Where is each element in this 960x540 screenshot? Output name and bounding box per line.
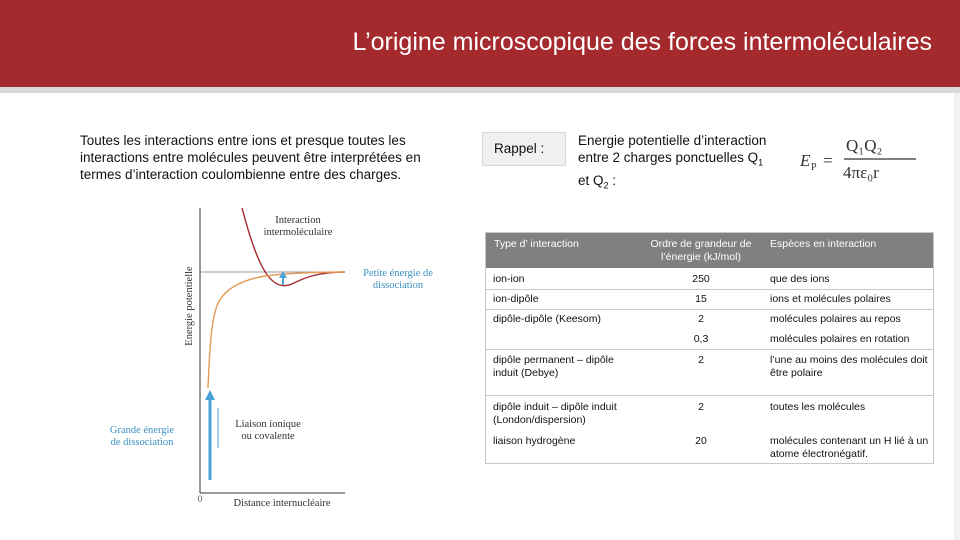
header-order: Ordre de grandeur de l’énergie (kJ/mol) — [650, 238, 752, 263]
formula-lhs-sub: P — [811, 162, 817, 173]
table-cell: 15 — [695, 293, 707, 305]
header-species: Espèces en interaction — [770, 238, 877, 250]
table-cell: ions et molécules polaires — [770, 293, 891, 305]
table-cell: molécules polaires au repos — [770, 313, 901, 325]
table-cell: 2 — [698, 401, 704, 413]
table-cell: 250 — [692, 273, 710, 285]
table-row: dipôle-dipôle (Keesom) — [493, 313, 601, 325]
table-cell: que des ions — [770, 273, 830, 285]
formula-equals: = — [823, 151, 833, 170]
right-edge-strip — [954, 93, 960, 540]
interaction-table — [485, 232, 934, 464]
label-small-energy-2: dissociation — [372, 280, 424, 291]
table-row: dipôle permanent – dipôle induit (Debye) — [493, 354, 614, 379]
ionic-covalent-curve — [208, 272, 345, 388]
table-cell: molécules polaires en rotation — [770, 333, 910, 345]
label-large-energy-2: de dissociation — [110, 437, 174, 448]
row-divider — [486, 395, 933, 396]
table-cell: toutes les molécules — [770, 401, 866, 413]
label-ionic-2: ou covalente — [241, 431, 295, 442]
table-header — [486, 233, 933, 268]
table-cell: l’une au moins des molécules doit être polaire — [770, 354, 928, 379]
rappel-label: Rappel : — [494, 141, 545, 156]
label-interaction-2: intermoléculaire — [263, 227, 333, 238]
coulomb-line-1: Energie potentielle d’interaction — [578, 133, 767, 148]
table-cell: 20 — [695, 435, 707, 447]
row-divider — [486, 349, 933, 350]
coulomb-line-3: et $Q_2$ : — [578, 172, 617, 191]
label-large-energy-1: Grande énergie — [109, 425, 175, 436]
slide-title: L’origine microscopique des forces intermoléculaires — [352, 28, 932, 56]
title-bar — [0, 0, 960, 87]
table-body — [486, 268, 933, 463]
formula-denominator: 4πε₀r — [843, 163, 879, 182]
coulomb-description — [578, 132, 793, 194]
y-axis-label: Energie potentielle — [184, 266, 195, 346]
table-row: ion-dipôle — [493, 293, 539, 305]
rappel-box — [482, 132, 566, 166]
coulomb-formula — [798, 128, 918, 188]
table-cell: 0,3 — [693, 333, 709, 345]
table-cell: molécules contenant un H lié à un atome électronégatif. — [770, 435, 929, 460]
coulomb-line-2: entre 2 charges ponctuelles $Q_1$ — [578, 150, 764, 168]
table-row: dipôle induit – dipôle induit (London/dispersion) — [493, 401, 617, 426]
intro-paragraph: Toutes les interactions entre ions et presque toutes les interactions entre molécules peuvent être interprétées en termes d’interaction coulombienne entre des charges. — [80, 133, 421, 182]
label-ionic-1: Liaison ionique — [235, 419, 301, 430]
label-interaction-1: Interaction — [275, 215, 321, 226]
table-cell: 2 — [698, 354, 704, 366]
header-divider — [0, 87, 960, 93]
table-cell: 2 — [698, 313, 704, 325]
label-small-energy-1: Petite énergie de — [363, 268, 433, 279]
potential-energy-graph — [100, 208, 460, 518]
row-divider — [486, 289, 933, 290]
x-axis-origin: 0 — [197, 494, 203, 504]
large-dissociation-arrowhead — [205, 390, 215, 400]
header-type: Type d’ interaction — [494, 238, 579, 250]
formula-lhs: E — [800, 151, 811, 170]
formula-numerator: Q₁Q₂ — [846, 136, 883, 155]
table-row: ion-ion — [493, 273, 525, 285]
table-row: liaison hydrogène — [493, 435, 576, 447]
x-axis-label: Distance internucléaire — [233, 498, 331, 509]
row-divider — [486, 309, 933, 310]
